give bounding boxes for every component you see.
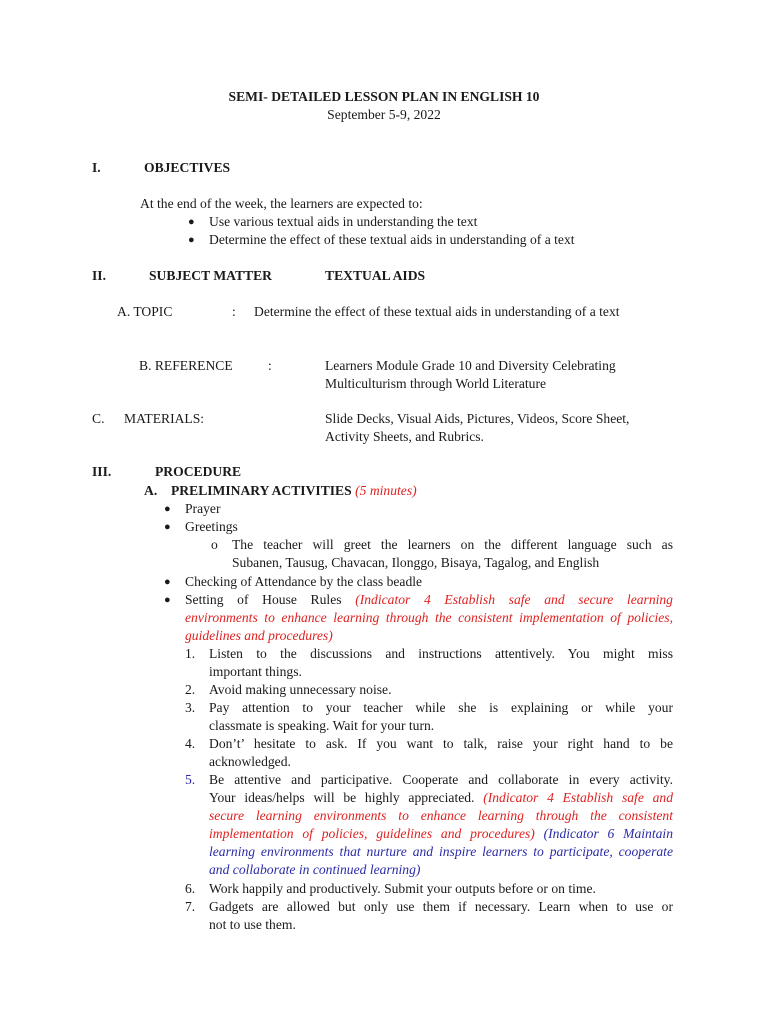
- materials-letter: C.: [92, 411, 105, 426]
- topic-value: Determine the effect of these textual aids in understanding of a text: [254, 304, 620, 319]
- rule-number: 5.: [185, 772, 196, 787]
- rule-item: Be attentive and participative. Cooperate and collaborate in every activity. Your ideas/helps will be highly appreciated. (Indicator 4 Establish safe and secure learning environments to enhance learning through the consistent implementation of policies, guidelines and procedures) (Indicator 6 Maintain learning environments that nurture and inspire learners to participate, cooperate and collaborate in continued learning): [209, 772, 673, 877]
- section-numeral-3: III.: [92, 464, 112, 479]
- document-title: SEMI- DETAILED LESSON PLAN IN ENGLISH 10: [228, 89, 540, 104]
- reference-value-line: Multiculturism through World Literature: [325, 376, 547, 391]
- bullet-icon: ●: [164, 503, 171, 515]
- reference-label: B. REFERENCE: [139, 358, 233, 373]
- preliminary-heading-line: [171, 482, 417, 500]
- bullet-icon: ●: [164, 576, 171, 588]
- rule-number: 7.: [185, 899, 196, 914]
- greeting-description: The teacher will greet the learners on the different language such as Subanen, Tausug, Chavacan, Ilonggo, Bisaya, Tagalog, and English: [232, 537, 673, 570]
- objectives-heading: OBJECTIVES: [144, 160, 231, 175]
- procedure-heading: PROCEDURE: [155, 464, 242, 479]
- rule-item: Listen to the discussions and instructions attentively. You might miss important things.: [209, 646, 673, 679]
- rule-item: Don’t’ hesitate to ask. If you want to talk, raise your right hand to be acknowledged.: [209, 736, 673, 769]
- materials-value-line: Activity Sheets, and Rubrics.: [325, 429, 484, 444]
- objectives-intro: At the end of the week, the learners are expected to:: [140, 196, 423, 211]
- activity-prayer: Prayer: [185, 501, 221, 516]
- topic-colon: :: [232, 304, 236, 319]
- section-numeral-1: I.: [92, 160, 101, 175]
- bullet-icon: ●: [188, 216, 195, 228]
- materials-label: MATERIALS:: [124, 411, 205, 426]
- rule-item: Avoid making unnecessary noise.: [209, 682, 392, 697]
- rule-number: 1.: [185, 646, 196, 661]
- subject-matter-value: TEXTUAL AIDS: [325, 268, 426, 283]
- rule-number: 6.: [185, 881, 196, 896]
- reference-value-line: Learners Module Grade 10 and Diversity Celebrating: [325, 358, 616, 373]
- rule-item: Gadgets are allowed but only use them if necessary. Learn when to use or not to use them.: [209, 899, 673, 932]
- activity-greetings: Greetings: [185, 519, 238, 534]
- rule-number: 4.: [185, 736, 196, 751]
- rule-number: 2.: [185, 682, 196, 697]
- house-rules-label: Setting of House Rules: [185, 592, 342, 607]
- rule-item: Pay attention to your teacher while she is explaining or while your classmate is speaking. Wait for your turn.: [209, 700, 673, 733]
- bullet-icon: ●: [164, 521, 171, 533]
- sub-bullet-icon: o: [211, 537, 218, 552]
- rule-number: 3.: [185, 700, 196, 715]
- objective-item: Use various textual aids in understanding the text: [209, 214, 478, 229]
- bullet-icon: ●: [164, 594, 171, 606]
- objective-item: Determine the effect of these textual aids in understanding of a text: [209, 232, 575, 247]
- bullet-icon: ●: [188, 234, 195, 246]
- indicator-note: (Indicator 4 Establish safe and secure learning: [355, 592, 673, 607]
- preliminary-heading: PRELIMINARY ACTIVITIES: [171, 483, 352, 498]
- rule-item: Work happily and productively. Submit your outputs before or on time.: [209, 881, 596, 896]
- section-numeral-2: II.: [92, 268, 106, 283]
- subject-matter-heading: SUBJECT MATTER: [149, 268, 273, 283]
- activity-attendance: Checking of Attendance by the class beadle: [185, 574, 423, 589]
- topic-label: A. TOPIC: [117, 304, 173, 319]
- document-date: September 5-9, 2022: [327, 107, 441, 122]
- materials-value-line: Slide Decks, Visual Aids, Pictures, Videos, Score Sheet,: [325, 411, 630, 426]
- activity-house-rules: Setting of House Rules (Indicator 4 Establish safe and secure learning environments to enhance learning through the consistent implementation of policies, guidelines and procedures): [185, 592, 673, 643]
- reference-colon: :: [268, 358, 272, 373]
- preliminary-letter: A.: [144, 483, 158, 498]
- preliminary-time: (5 minutes): [355, 483, 417, 498]
